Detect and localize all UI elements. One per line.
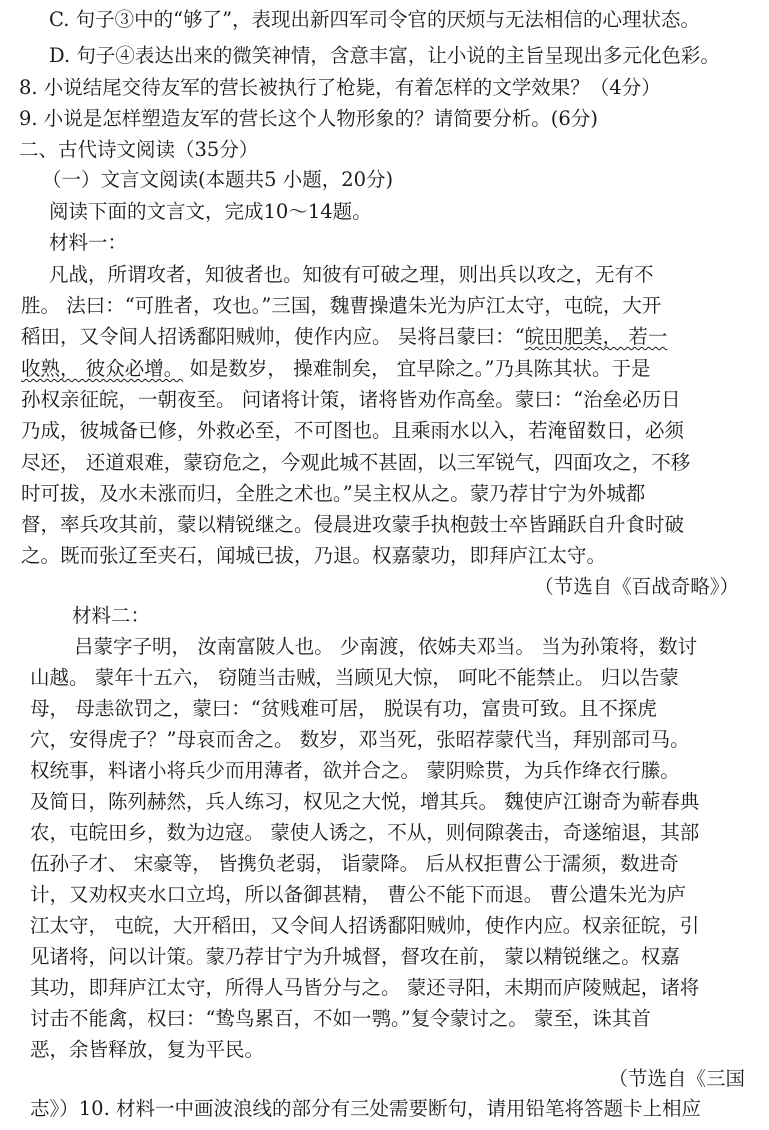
material1-line-6: 乃成，彼城备已修，外救必至，不可图也。且乘雨水以入，若淹留数日，必须 (21, 419, 685, 442)
material2-line-9: 计，又劝权夹水口立坞，所以备御甚精， 曹公不能下而退。 曹公遣朱光为庐 (30, 883, 686, 906)
material2-line-11: 见诸将，问以计策。蒙乃荐甘宁为升城督，督攻在前， 蒙以精锐继之。权嘉 (30, 945, 680, 968)
wavy-underline-segment-1: 皖田肥美， 若一 (524, 325, 668, 348)
material1-source: （节选自《百战奇略》） (534, 575, 739, 598)
reading-instruction: 阅读下面的文言文，完成10～14题。 (49, 200, 372, 223)
material1-label: 材料一： (49, 231, 128, 254)
material2-line-7: 农，屯皖田乡，数为边寇。 蒙使人诱之，不从，则伺隙袭击，奇遂缩退，其部 (30, 821, 700, 844)
material1-line-5: 孙权亲征皖，一朝夜至。 问诸将计策，诸将皆劝作高垒。蒙曰：“治垒必历日 (21, 388, 681, 411)
material1-line-1: 凡战，所谓攻者，知彼者也。知彼有可破之理，则出兵以攻之，无有不 (49, 263, 654, 286)
material1-line-9: 督，率兵攻其前，蒙以精锐继之。侵晨进攻蒙手执枹鼓士卒皆踊跃自升食时破 (21, 513, 685, 536)
material1-line-3-text: 稻田，又令间人招诱鄱阳贼帅，使作内应。 吴将吕蒙曰：“ (21, 325, 525, 348)
material2-line-14: 恶，余皆释放，复为平民。 (30, 1038, 265, 1061)
material2-line-4: 穴，安得虎子？”母哀而舍之。 数岁，邓当死，张昭荐蒙代当，拜别部司马。 (30, 728, 690, 751)
material2-line-13: 讨击不能禽，权曰：“鸷鸟累百，不如一鹗。”复令蒙讨之。 蒙至，诛其首 (30, 1007, 651, 1030)
material2-line-1: 吕蒙字子明， 汝南富陂人也。 少南渡，依姊夫邓当。 当为孙策将，数讨 (74, 635, 698, 658)
material1-line-7: 尽还， 还道艰难，蒙窃危之，今观此城不甚固，以三军锐气，四面攻之，不移 (21, 451, 691, 474)
question-8: 8. 小说结尾交待友军的营长被执行了枪毙，有着怎样的文学效果？（4分） (19, 76, 661, 99)
question-10: 志》）10. 材料一中画波浪线的部分有三处需要断句，请用铅笔将答题卡上相应 (30, 1097, 701, 1120)
material2-line-5: 权统事，料诸小将兵少而用薄者，欲并合之。 蒙阴赊贳，为兵作绛衣行縢。 (30, 759, 680, 782)
material2-line-8: 伍孙子才、 宋豪等， 皆携负老弱， 诣蒙降。 后从权拒曹公于濡须，数进奇 (30, 852, 679, 875)
material2-line-12: 其功，即拜庐江太守，所得人马皆分与之。 蒙还寻阳，未期而庐陵贼起，诸将 (30, 976, 700, 999)
material1-line-8: 时可拔，及水未涨而归，全胜之术也。”吴主权从之。蒙乃荐甘宁为外城都 (21, 482, 646, 505)
material1-line-4-text: 如是数岁， 操难制矣， 宜早除之。”乃具陈其状。于是 (183, 357, 651, 380)
material1-line-2: 胜。 法曰：“可胜者，攻也。”三国，魏曹操遣朱光为庐江太守，屯皖，大开 (21, 294, 662, 317)
option-c: C. 句子③中的“够了”，表现出新四军司令官的厌烦与无法相信的心理状态。 (49, 8, 701, 31)
material2-line-3: 母， 母恚欲罚之，蒙曰：“贫贱难可居， 脱误有功，富贵可致。且不探虎 (30, 697, 657, 720)
material2-source: （节选自《三国 (608, 1067, 745, 1090)
material1-line-4 (0, 354, 769, 383)
material1-line-3 (0, 322, 769, 351)
material2-line-10: 江太守， 屯皖，大开稻田，又令间人招诱鄱阳贼帅，使作内应。权亲征皖，引 (30, 914, 700, 937)
material2-line-2: 山越。 蒙年十五六， 窃随当击贼，当顾见大惊， 呵叱不能禁止。 归以告蒙 (30, 666, 679, 689)
subsection-title: （一）文言文阅读(本题共5 小题，20分) (42, 168, 394, 191)
material2-label: 材料二： (72, 604, 151, 627)
wavy-underline-segment-2: 收熟， 彼众必增。 (21, 357, 184, 380)
material1-line-10: 之。既而张辽至夹石，闻城已拔，乃退。权嘉蒙功，即拜庐江太守。 (21, 544, 607, 567)
question-9: 9. 小说是怎样塑造友军的营长这个人物形象的？请简要分析。(6分) (19, 107, 598, 130)
option-d: D. 句子④表达出来的微笑神情，含意丰富，让小说的主旨呈现出多元化色彩。 (49, 44, 720, 67)
section-title: 二、古代诗文阅读（35分） (19, 138, 259, 161)
material2-line-6: 及简日，陈列赫然，兵人练习，权见之大悦，增其兵。 魏使庐江谢奇为蕲春典 (30, 790, 700, 813)
